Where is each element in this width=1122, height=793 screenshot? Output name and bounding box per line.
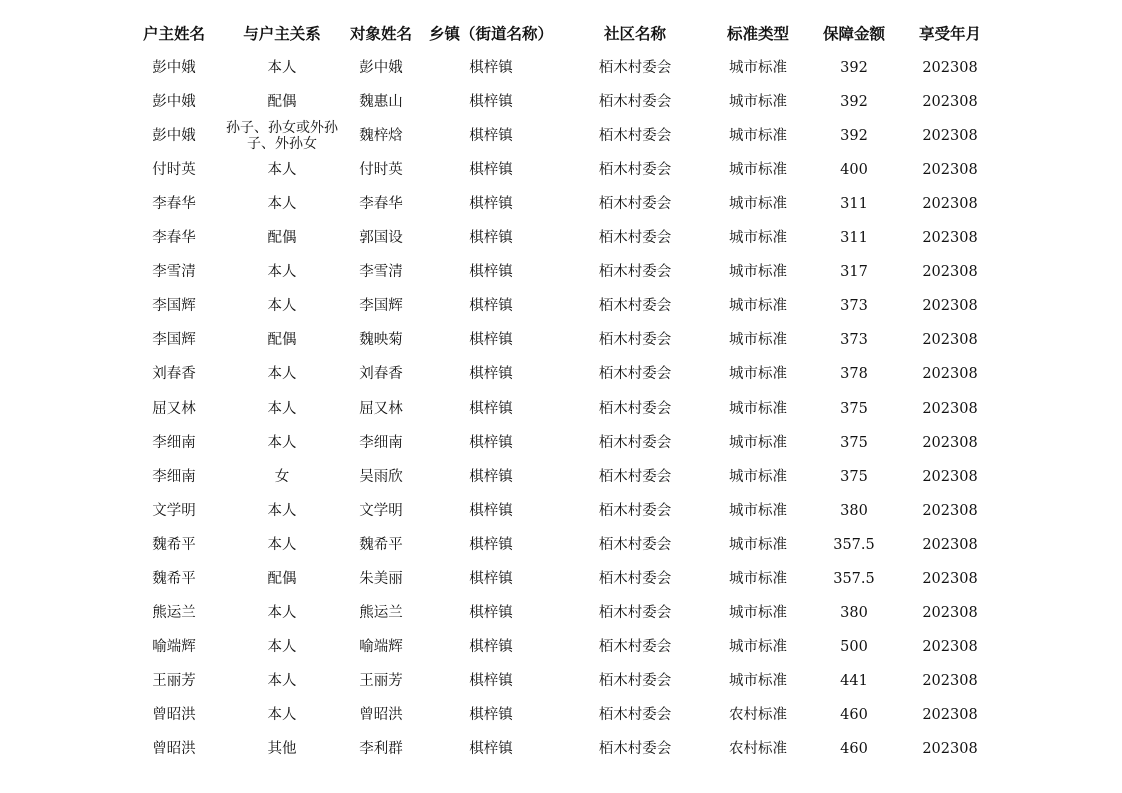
household-head-cell: 李春华 xyxy=(152,196,196,213)
relationship-cell: 本人 xyxy=(267,706,297,723)
township-cell: 棋梓镇 xyxy=(469,366,513,383)
standard-type-cell: 城市标准 xyxy=(729,400,787,417)
amount-cell: 357.5 xyxy=(833,570,875,587)
township-cell: 棋梓镇 xyxy=(469,196,513,213)
household-head-cell: 曾昭洪 xyxy=(152,706,196,723)
recipient-name-cell: 魏梓焓 xyxy=(359,128,403,145)
community-cell: 栢木村委会 xyxy=(598,298,672,315)
standard-type-cell: 城市标准 xyxy=(729,298,787,315)
period-cell: 202308 xyxy=(922,638,978,655)
period-cell: 202308 xyxy=(922,672,978,689)
period-cell: 202308 xyxy=(922,230,978,247)
relationship-cell: 本人 xyxy=(267,366,297,383)
household-head-cell: 李细南 xyxy=(152,434,196,451)
township-cell: 棋梓镇 xyxy=(469,230,513,247)
standard-type-cell: 城市标准 xyxy=(729,196,787,213)
household-head-cell: 彭中娥 xyxy=(152,94,196,111)
community-cell: 栢木村委会 xyxy=(598,672,672,689)
recipient-name-cell: 喻端辉 xyxy=(359,638,403,655)
relationship-cell: 本人 xyxy=(267,536,297,553)
community-cell: 栢木村委会 xyxy=(598,468,672,485)
table-row xyxy=(0,221,1122,255)
table-row xyxy=(0,630,1122,664)
township-cell: 棋梓镇 xyxy=(469,570,513,587)
township-cell: 棋梓镇 xyxy=(469,638,513,655)
recipient-name-cell: 李细南 xyxy=(359,434,403,451)
relationship-cell: 孙子、孙女或外孙子、外孙女 xyxy=(226,120,338,153)
recipient-name-cell: 文学明 xyxy=(359,502,403,519)
community-cell: 栢木村委会 xyxy=(598,366,672,383)
recipient-name-cell: 李春华 xyxy=(359,196,403,213)
recipient-name-cell: 王丽芳 xyxy=(359,672,403,689)
amount-cell: 378 xyxy=(840,366,868,383)
header-cell-relationship: 与户主关系 xyxy=(243,25,321,43)
period-cell: 202308 xyxy=(922,196,978,213)
amount-cell: 460 xyxy=(840,706,868,723)
amount-cell: 460 xyxy=(840,741,868,757)
table-row xyxy=(0,153,1122,187)
relationship-cell: 本人 xyxy=(267,434,297,451)
household-head-cell: 王丽芳 xyxy=(152,672,196,689)
standard-type-cell: 城市标准 xyxy=(729,502,787,519)
period-cell: 202308 xyxy=(922,332,978,349)
relationship-cell: 本人 xyxy=(267,638,297,655)
amount-cell: 375 xyxy=(840,434,868,451)
township-cell: 棋梓镇 xyxy=(469,94,513,111)
relationship-cell: 本人 xyxy=(267,264,297,281)
standard-type-cell: 城市标准 xyxy=(729,468,787,485)
relationship-cell: 本人 xyxy=(267,162,297,179)
recipient-name-cell: 刘春香 xyxy=(359,366,403,383)
period-cell: 202308 xyxy=(922,264,978,281)
standard-type-cell: 城市标准 xyxy=(729,264,787,281)
community-cell: 栢木村委会 xyxy=(598,332,672,349)
relationship-cell: 其他 xyxy=(267,741,297,757)
household-head-cell: 熊运兰 xyxy=(152,604,196,621)
recipient-name-cell: 魏希平 xyxy=(359,536,403,553)
amount-cell: 311 xyxy=(840,196,868,213)
table-row xyxy=(0,664,1122,698)
community-cell: 栢木村委会 xyxy=(598,94,672,111)
township-cell: 棋梓镇 xyxy=(469,298,513,315)
amount-cell: 392 xyxy=(840,60,868,76)
relationship-cell: 本人 xyxy=(267,60,297,76)
community-cell: 栢木村委会 xyxy=(598,162,672,179)
household-head-cell: 李雪清 xyxy=(152,264,196,281)
household-head-cell: 曾昭洪 xyxy=(152,741,196,757)
township-cell: 棋梓镇 xyxy=(469,672,513,689)
header-cell-period: 享受年月 xyxy=(918,25,981,43)
amount-cell: 375 xyxy=(840,468,868,485)
table-row xyxy=(0,119,1122,153)
township-cell: 棋梓镇 xyxy=(469,332,513,349)
standard-type-cell: 城市标准 xyxy=(729,332,787,349)
table-row xyxy=(0,732,1122,766)
relationship-cell: 配偶 xyxy=(267,230,297,247)
header-cell-household-head: 户主姓名 xyxy=(142,25,205,43)
township-cell: 棋梓镇 xyxy=(469,502,513,519)
recipient-name-cell: 曾昭洪 xyxy=(359,706,403,723)
relationship-cell: 本人 xyxy=(267,672,297,689)
community-cell: 栢木村委会 xyxy=(598,570,672,587)
standard-type-cell: 农村标准 xyxy=(729,741,787,757)
recipient-name-cell: 李国辉 xyxy=(359,298,403,315)
amount-cell: 380 xyxy=(840,604,868,621)
relationship-cell: 本人 xyxy=(267,502,297,519)
table-row xyxy=(0,494,1122,528)
standard-type-cell: 城市标准 xyxy=(729,672,787,689)
table-row xyxy=(0,460,1122,494)
amount-cell: 392 xyxy=(840,128,868,145)
household-head-cell: 李细南 xyxy=(152,468,196,485)
header-cell-township: 乡镇（街道名称） xyxy=(428,25,553,43)
community-cell: 栢木村委会 xyxy=(598,128,672,145)
period-cell: 202308 xyxy=(922,94,978,111)
recipient-name-cell: 屈又林 xyxy=(359,400,403,417)
community-cell: 栢木村委会 xyxy=(598,264,672,281)
township-cell: 棋梓镇 xyxy=(469,434,513,451)
recipient-name-cell: 吴雨欣 xyxy=(359,468,403,485)
recipient-name-cell: 付时英 xyxy=(359,162,403,179)
amount-cell: 400 xyxy=(840,162,868,179)
household-head-cell: 彭中娥 xyxy=(152,60,196,76)
township-cell: 棋梓镇 xyxy=(469,128,513,145)
township-cell: 棋梓镇 xyxy=(469,604,513,621)
table-row xyxy=(0,528,1122,562)
township-cell: 棋梓镇 xyxy=(469,468,513,485)
table-row xyxy=(0,426,1122,460)
household-head-cell: 付时英 xyxy=(152,162,196,179)
standard-type-cell: 农村标准 xyxy=(729,706,787,723)
period-cell: 202308 xyxy=(922,468,978,485)
community-cell: 栢木村委会 xyxy=(598,638,672,655)
amount-cell: 500 xyxy=(840,638,868,655)
table-row xyxy=(0,562,1122,596)
standard-type-cell: 城市标准 xyxy=(729,128,787,145)
period-cell: 202308 xyxy=(922,162,978,179)
period-cell: 202308 xyxy=(922,128,978,145)
header-cell-community: 社区名称 xyxy=(603,25,666,43)
recipient-name-cell: 李利群 xyxy=(359,741,403,757)
table-row xyxy=(0,357,1122,391)
period-cell: 202308 xyxy=(922,60,978,76)
household-head-cell: 彭中娥 xyxy=(152,128,196,145)
community-cell: 栢木村委会 xyxy=(598,196,672,213)
standard-type-cell: 城市标准 xyxy=(729,638,787,655)
period-cell: 202308 xyxy=(922,706,978,723)
relationship-cell: 本人 xyxy=(267,196,297,213)
table-row xyxy=(0,85,1122,119)
period-cell: 202308 xyxy=(922,502,978,519)
recipient-name-cell: 魏映菊 xyxy=(359,332,403,349)
amount-cell: 375 xyxy=(840,400,868,417)
household-head-cell: 李春华 xyxy=(152,230,196,247)
community-cell: 栢木村委会 xyxy=(598,741,672,757)
table-row xyxy=(0,323,1122,357)
household-head-cell: 李国辉 xyxy=(152,332,196,349)
relationship-cell: 女 xyxy=(274,468,290,485)
community-cell: 栢木村委会 xyxy=(598,502,672,519)
township-cell: 棋梓镇 xyxy=(469,264,513,281)
header-cell-standard-type: 标准类型 xyxy=(726,25,789,43)
household-head-cell: 屈又林 xyxy=(152,400,196,417)
period-cell: 202308 xyxy=(922,741,978,757)
amount-cell: 373 xyxy=(840,298,868,315)
relationship-cell: 本人 xyxy=(267,604,297,621)
amount-cell: 373 xyxy=(840,332,868,349)
recipient-name-cell: 李雪清 xyxy=(359,264,403,281)
header-cell-recipient-name: 对象姓名 xyxy=(349,25,412,43)
community-cell: 栢木村委会 xyxy=(598,230,672,247)
period-cell: 202308 xyxy=(922,434,978,451)
standard-type-cell: 城市标准 xyxy=(729,162,787,179)
table-row xyxy=(0,392,1122,426)
standard-type-cell: 城市标准 xyxy=(729,434,787,451)
recipient-name-cell: 朱美丽 xyxy=(359,570,403,587)
amount-cell: 311 xyxy=(840,230,868,247)
table-row xyxy=(0,187,1122,221)
relationship-cell: 配偶 xyxy=(267,94,297,111)
relationship-cell: 配偶 xyxy=(267,332,297,349)
period-cell: 202308 xyxy=(922,604,978,621)
table-row xyxy=(0,596,1122,630)
table-row xyxy=(0,698,1122,732)
table-row xyxy=(0,289,1122,323)
amount-cell: 317 xyxy=(840,264,868,281)
period-cell: 202308 xyxy=(922,400,978,417)
standard-type-cell: 城市标准 xyxy=(729,94,787,111)
standard-type-cell: 城市标准 xyxy=(729,604,787,621)
standard-type-cell: 城市标准 xyxy=(729,570,787,587)
recipient-name-cell: 魏惠山 xyxy=(359,94,403,111)
household-head-cell: 魏希平 xyxy=(152,570,196,587)
period-cell: 202308 xyxy=(922,570,978,587)
relationship-cell: 本人 xyxy=(267,298,297,315)
amount-cell: 392 xyxy=(840,94,868,111)
standard-type-cell: 城市标准 xyxy=(729,230,787,247)
relationship-cell: 配偶 xyxy=(267,570,297,587)
township-cell: 棋梓镇 xyxy=(469,400,513,417)
header-cell-amount: 保障金额 xyxy=(822,25,885,43)
table-header-row xyxy=(0,17,1122,51)
household-head-cell: 刘春香 xyxy=(152,366,196,383)
standard-type-cell: 城市标准 xyxy=(729,60,787,76)
community-cell: 栢木村委会 xyxy=(598,400,672,417)
table-row xyxy=(0,255,1122,289)
township-cell: 棋梓镇 xyxy=(469,60,513,76)
recipient-name-cell: 彭中娥 xyxy=(359,60,403,76)
household-head-cell: 李国辉 xyxy=(152,298,196,315)
household-head-cell: 魏希平 xyxy=(152,536,196,553)
township-cell: 棋梓镇 xyxy=(469,706,513,723)
township-cell: 棋梓镇 xyxy=(469,741,513,757)
amount-cell: 357.5 xyxy=(833,536,875,553)
community-cell: 栢木村委会 xyxy=(598,536,672,553)
period-cell: 202308 xyxy=(922,298,978,315)
household-head-cell: 文学明 xyxy=(152,502,196,519)
standard-type-cell: 城市标准 xyxy=(729,536,787,553)
standard-type-cell: 城市标准 xyxy=(729,366,787,383)
amount-cell: 380 xyxy=(840,502,868,519)
recipient-name-cell: 熊运兰 xyxy=(359,604,403,621)
household-head-cell: 喻端辉 xyxy=(152,638,196,655)
community-cell: 栢木村委会 xyxy=(598,604,672,621)
township-cell: 棋梓镇 xyxy=(469,536,513,553)
period-cell: 202308 xyxy=(922,536,978,553)
table-row xyxy=(0,51,1122,85)
amount-cell: 441 xyxy=(840,672,868,689)
community-cell: 栢木村委会 xyxy=(598,434,672,451)
community-cell: 栢木村委会 xyxy=(598,60,672,76)
township-cell: 棋梓镇 xyxy=(469,162,513,179)
community-cell: 栢木村委会 xyxy=(598,706,672,723)
recipient-name-cell: 郭国设 xyxy=(359,230,403,247)
period-cell: 202308 xyxy=(922,366,978,383)
relationship-cell: 本人 xyxy=(267,400,297,417)
